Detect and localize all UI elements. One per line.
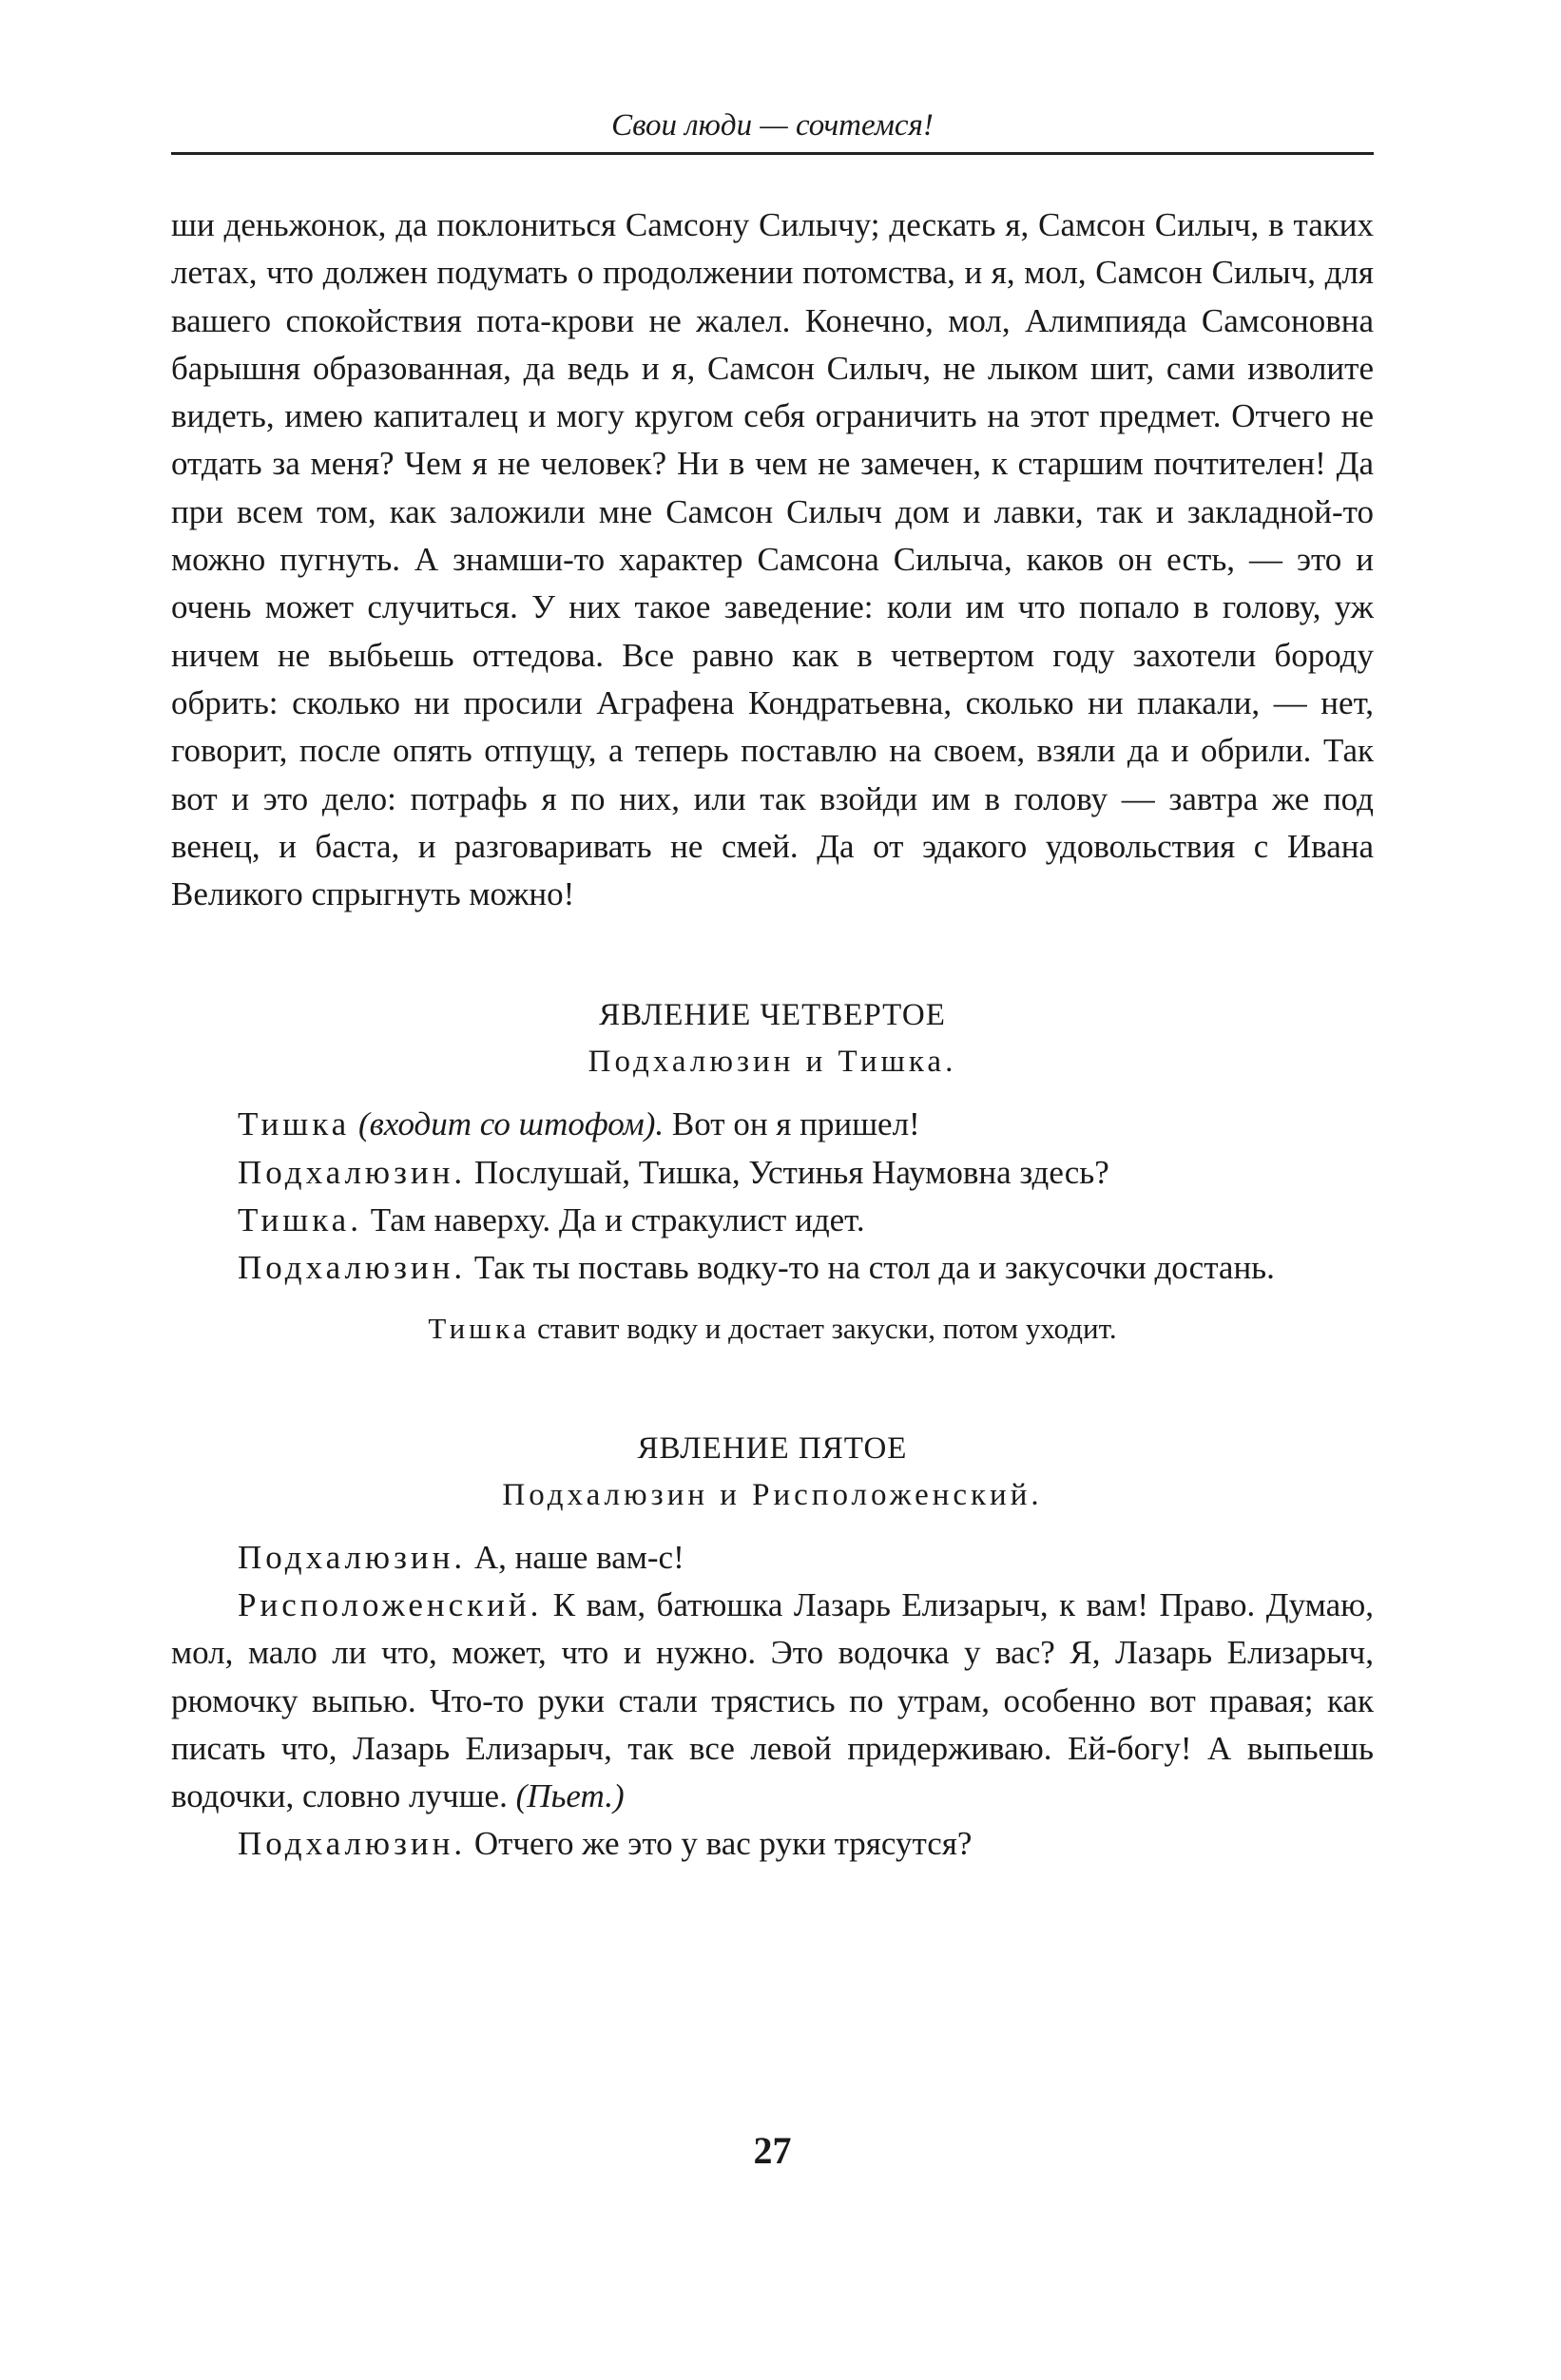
stage-direction xyxy=(171,1306,1374,1352)
speaker-name: Тишка. xyxy=(238,1201,362,1239)
scene-4-title: ЯВЛЕНИЕ ЧЕТВЕРТОЕ xyxy=(599,998,946,1033)
line-text: Вот он я пришел! xyxy=(664,1105,920,1143)
dialogue-line xyxy=(171,1582,1374,1820)
speaker-name: Рисположенский. xyxy=(238,1585,543,1623)
running-title: Свои люди — сочтемся! xyxy=(611,108,934,143)
line-text: К вам, батюшка Лазарь Елизарыч, к вам! Право. Думаю, мол, мало ли что, может, что и нужно. Это водочка у вас? Я, Лазарь Елизарыч, рюмочку выпью. Что-то руки стали трястись по утрам, особенно вот правая; как писать что, Лазарь Елизарыч, так все левой придерживаю. Ей-богу! А выпьешь водочки, словно лучше. xyxy=(171,1585,1374,1815)
line-text: А, наше вам-с! xyxy=(466,1538,684,1576)
line-text: Отчего же это у вас руки трясутся? xyxy=(466,1825,973,1863)
speaker-name: Подхалюзин. xyxy=(238,1825,467,1863)
stage-remark: (входит со штофом). xyxy=(350,1105,665,1143)
dialogue-line xyxy=(171,1820,1374,1868)
line-text: Послушай, Тишка, Устинья Наумовна здесь? xyxy=(466,1153,1109,1191)
page-number: 27 xyxy=(753,2129,792,2172)
dialogue-line xyxy=(171,1534,1374,1582)
dialogue-line xyxy=(171,1149,1374,1197)
line-text: Там наверху. Да и стракулист идет. xyxy=(361,1201,865,1239)
scene-4-cast: Подхалюзин и Тишка. xyxy=(588,1045,957,1080)
scene-5-cast: Подхалюзин и Рисположенский. xyxy=(502,1477,1043,1512)
stage-direction-text: ставит водку и достает закуски, потом уходит. xyxy=(530,1311,1117,1345)
dialogue-line xyxy=(171,1244,1374,1292)
dialogue-line xyxy=(171,1101,1374,1148)
line-text: Так ты поставь водку-то на стол да и закусочки достань. xyxy=(466,1249,1275,1287)
page-body xyxy=(171,202,1374,1869)
stage-remark: (Пьет.) xyxy=(515,1777,625,1815)
scene-5-title: ЯВЛЕНИЕ ПЯТОЕ xyxy=(637,1430,908,1466)
header-rule xyxy=(171,152,1374,155)
dialogue-line xyxy=(171,1197,1374,1244)
speaker-name: Подхалюзин. xyxy=(238,1249,467,1287)
speaker-name: Тишка xyxy=(238,1105,351,1143)
speaker-name: Подхалюзин. xyxy=(238,1153,467,1191)
stage-direction-speaker: Тишка xyxy=(428,1311,530,1345)
monologue-paragraph: ши деньжонок, да поклониться Самсону Силычу; дескать я, Самсон Силыч, в таких летах, что должен подумать о продолжении потомства, и я, мол, Самсон Силыч, для вашего спокойствия пота-крови не жалел. Конечно, мол, Алимпияда Самсоновна барышня образованная, да ведь и я, Самсон Силыч, не лыком шит, сами изволите видеть, имею капиталец и могу кругом себя ограничить на этот предмет. Отчего не отдать за меня? Чем я не человек? Ни в чем не замечен, к старшим почтителен! Да при всем том, как заложили мне Самсон Силыч дом и лавки, так и закладной-то можно пугнуть. А знамши-то характер Самсона Силыча, каков он есть, — это и очень может случиться. У них такое заведение: коли им что попало в голову, уж ничем не выбьешь оттедова. Все равно как в четвертом году захотели бороду обрить: сколько ни просили Аграфена Кондратьевна, сколько ни плакали, — нет, говорит, после опять отпущу, а теперь поставлю на своем, взяли да и обрили. Так вот и это дело: потрафь я по них, или так взойди им в голову — завтра же под венец, и баста, и разговаривать не смей. Да от эдакого удовольствия с Ивана Великого спрыгнуть можно! xyxy=(171,206,1374,913)
speaker-name: Подхалюзин. xyxy=(238,1538,467,1576)
